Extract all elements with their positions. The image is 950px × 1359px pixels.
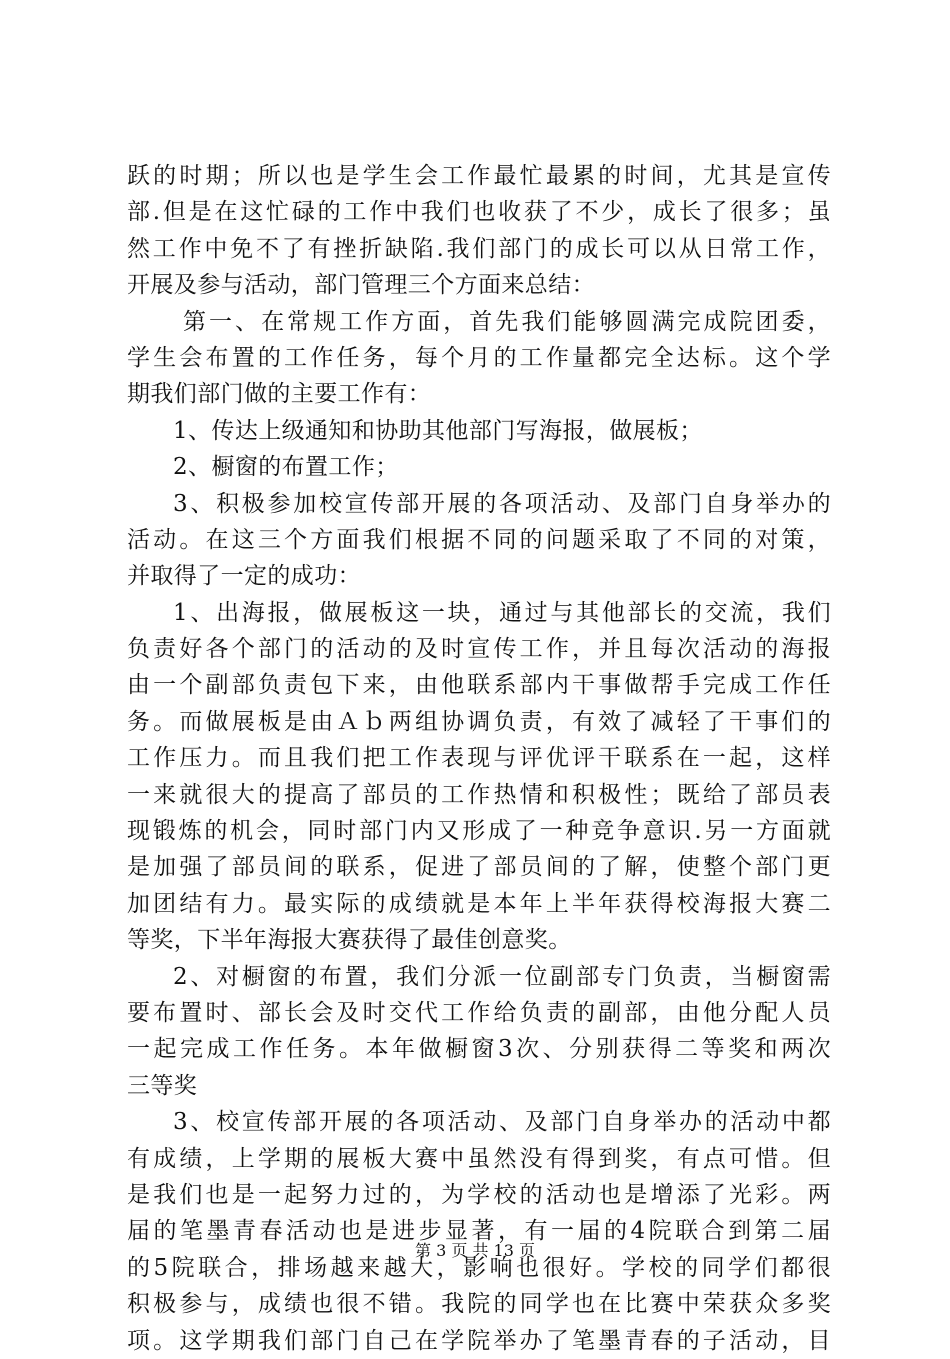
text-line: 现锻炼的机会，同时部门内又形成了一种竞争意识.另一方面就 [127, 818, 831, 845]
text-line: 加团结有力。最实际的成绩就是本年上半年获得校海报大赛二 [127, 890, 831, 917]
text-line: 是加强了部员间的联系，促进了部员间的了解，使整个部门更 [127, 854, 831, 881]
text-line: 工作压力。而且我们把工作表现与评优评干联系在一起，这样 [127, 745, 831, 772]
text-line: 跃的时期；所以也是学生会工作最忙最累的时间，尤其是宣传 [127, 163, 831, 189]
text-line: 届的笔墨青春活动也是进步显著，有一届的4院联合到第二届 [127, 1218, 831, 1245]
text-line: 期我们部门做的主要工作有： [127, 381, 432, 408]
text-line: 学生会布置的工作任务，每个月的工作量都完全达标。这个学 [127, 344, 831, 371]
text-line: 然工作中免不了有挫折缺陷.我们部门的成长可以从日常工作， [127, 235, 831, 262]
text-line: 一来就很大的提高了部员的工作热情和积极性；既给了部员表 [127, 781, 831, 808]
text-line: 活动。在这三个方面我们根据不同的问题采取了不同的对策， [127, 526, 831, 553]
text-line: 要布置时、部长会及时交代工作给负责的副部，由他分配人员 [127, 999, 831, 1026]
text-line: 并取得了一定的成功： [127, 563, 361, 590]
text-line: 2、橱窗的布置工作； [173, 454, 399, 481]
text-line: 是我们也是一起努力过的，为学校的活动也是增添了光彩。两 [127, 1181, 831, 1208]
text-line: 2、对橱窗的布置，我们分派一位副部专门负责，当橱窗需 [173, 963, 831, 990]
text-line: 部.但是在这忙碌的工作中我们也收获了不少，成长了很多；虽 [127, 199, 831, 226]
document-body [127, 158, 831, 1359]
text-line: 由一个副部负责包下来，由他联系部内干事做帮手完成工作任 [127, 672, 831, 699]
page-number-footer: 第 3 页 共 13 页 [415, 1241, 535, 1260]
text-line: 三等奖 [127, 1072, 198, 1099]
text-line: 负责好各个部门的活动的及时宣传工作，并且每次活动的海报 [127, 636, 831, 663]
text-line: 3、校宣传部开展的各项活动、及部门自身举办的活动中都 [173, 1109, 831, 1136]
text-line: 项。这学期我们部门自己在学院举办了笔墨青春的子活动，目 [127, 1327, 831, 1354]
text-line: 1、传达上级通知和协助其他部门写海报，做展板； [173, 417, 703, 444]
text-line: 一起完成工作任务。本年做橱窗3次、分别获得二等奖和两次 [127, 1036, 831, 1063]
text-line: 积极参与，成绩也很不错。我院的同学也在比赛中荣获众多奖 [127, 1291, 831, 1318]
text-line: 的5院联合，排场越来越大，影响也很好。学校的同学们都很 [127, 1254, 831, 1281]
text-line: 3、积极参加校宣传部开展的各项活动、及部门自身举办的 [173, 490, 831, 517]
text-line: 有成绩，上学期的展板大赛中虽然没有得到奖，有点可惜。但 [127, 1145, 831, 1172]
text-line: 务。而做展板是由Ａｂ两组协调负责，有效了减轻了干事们的 [127, 708, 831, 735]
text-line: 1、出海报，做展板这一块，通过与其他部长的交流，我们 [173, 599, 831, 626]
text-line: 等奖，下半年海报大赛获得了最佳创意奖。 [127, 927, 572, 954]
text-line: 开展及参与活动，部门管理三个方面来总结： [127, 272, 595, 299]
text-line: 第一、在常规工作方面，首先我们能够圆满完成院团委， [183, 308, 831, 335]
